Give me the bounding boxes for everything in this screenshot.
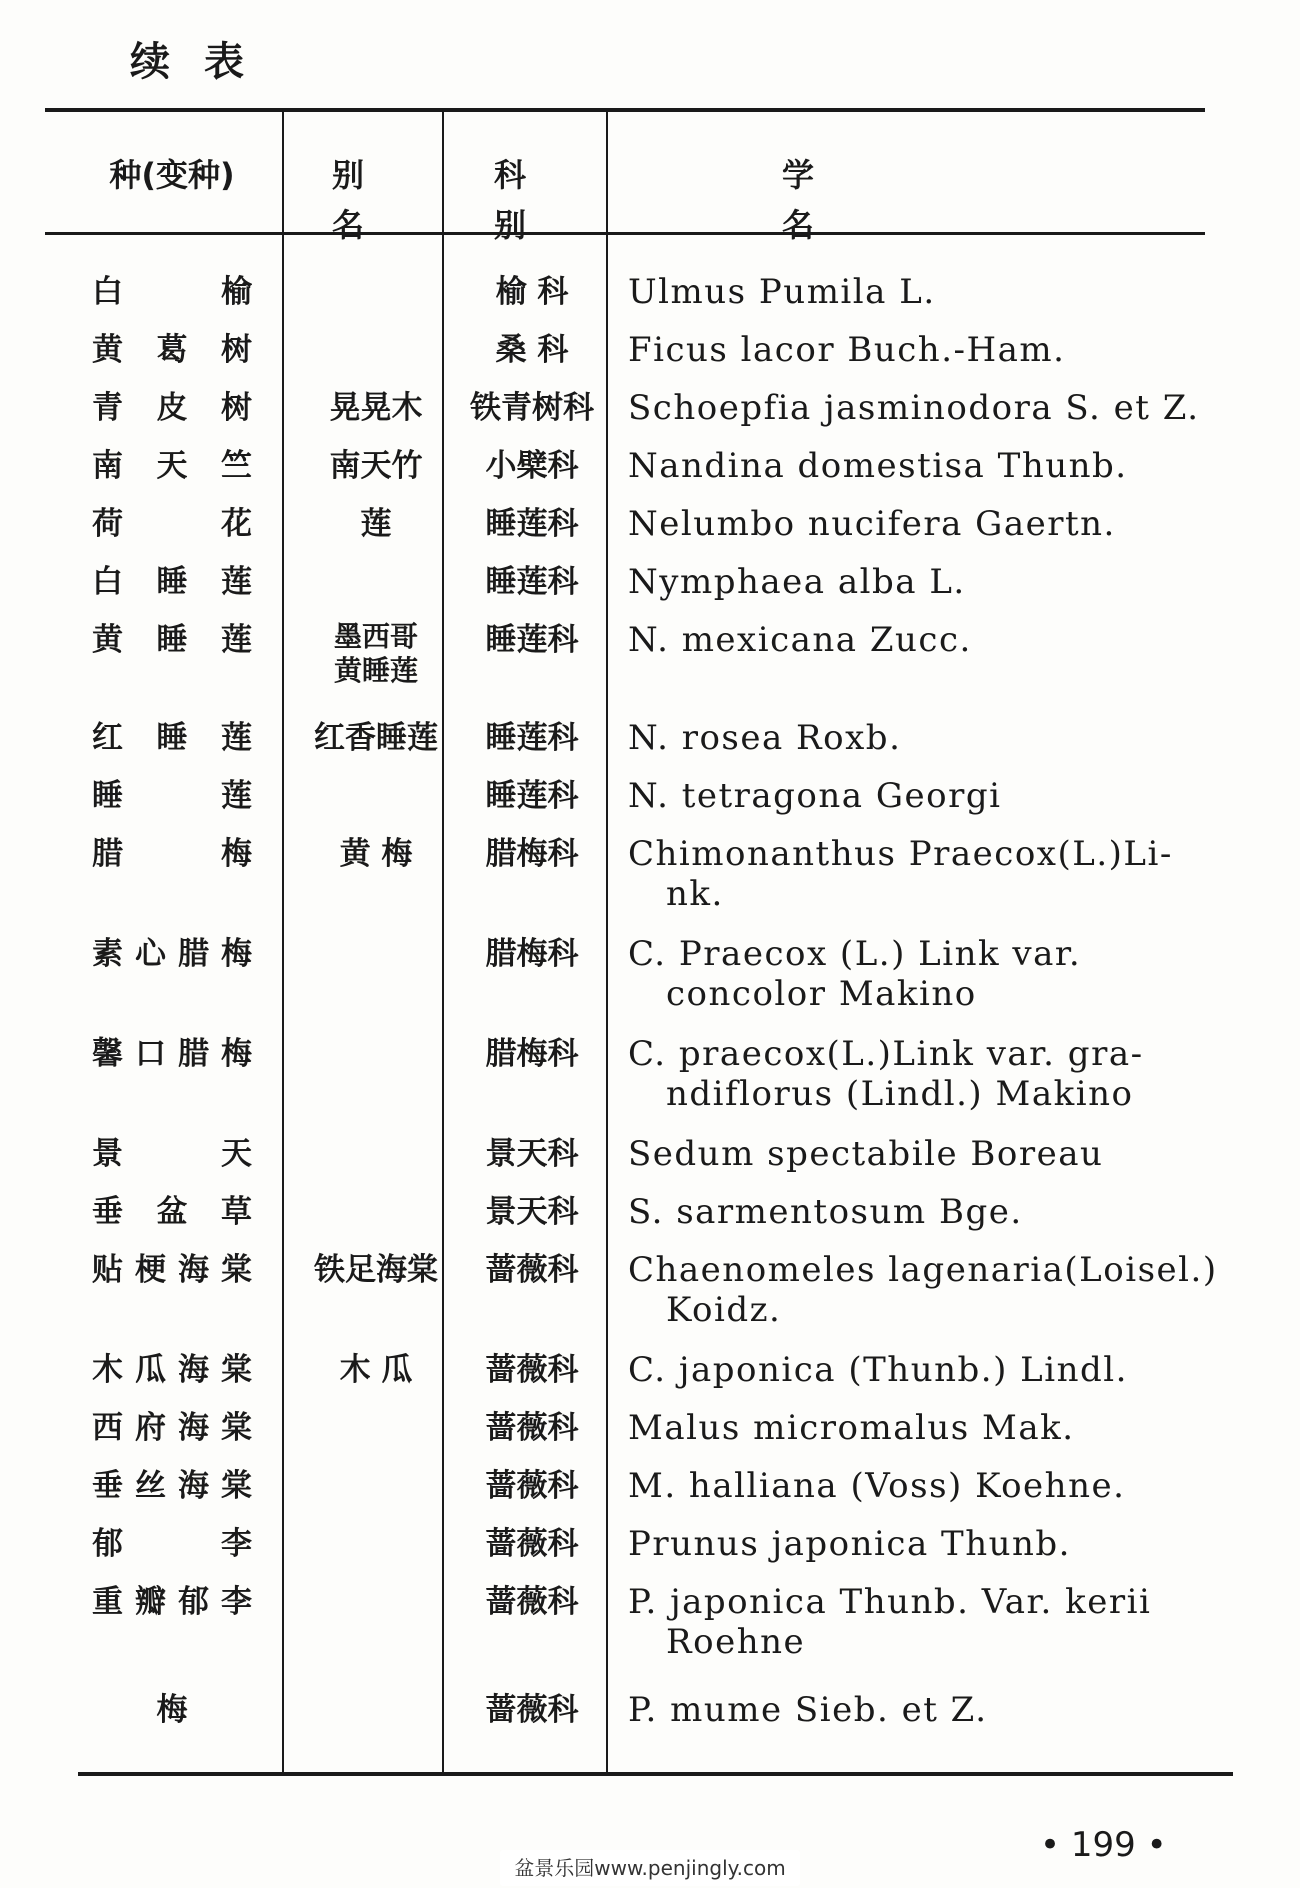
alias-name: 红香睡莲 bbox=[314, 720, 438, 756]
header-species: 种(变种) bbox=[109, 156, 235, 194]
scientific-line-1: P. mume Sieb. et Z. bbox=[628, 1690, 988, 1730]
species-name: 景 天 bbox=[92, 1136, 252, 1172]
scientific-line-1: C. Praecox (L.) Link var. bbox=[628, 934, 1082, 974]
alias-name: 黄 梅 bbox=[339, 836, 413, 872]
scientific-name bbox=[628, 1134, 1248, 1174]
scientific-name bbox=[628, 1192, 1248, 1232]
continued-table-title: 续表 bbox=[130, 39, 278, 85]
scientific-name bbox=[628, 620, 1248, 660]
family-name: 蔷薇科 bbox=[485, 1410, 579, 1446]
scientific-name bbox=[628, 562, 1248, 602]
scientific-name bbox=[628, 1250, 1248, 1330]
family-name: 睡莲科 bbox=[485, 622, 579, 658]
alias-name: 晃晃木 bbox=[329, 390, 423, 426]
alias-line-2: 黄睡莲 bbox=[333, 654, 418, 687]
scientific-line-2: nk. bbox=[666, 874, 724, 914]
family-name: 睡莲科 bbox=[485, 506, 579, 542]
species-name: 白 榆 bbox=[92, 274, 252, 310]
family-name: 蔷薇科 bbox=[485, 1468, 579, 1504]
scientific-name bbox=[628, 834, 1248, 914]
family-name: 蔷薇科 bbox=[485, 1526, 579, 1562]
species-name: 睡 莲 bbox=[92, 778, 252, 814]
scientific-name bbox=[628, 1408, 1248, 1448]
alias-line-1: 墨西哥 bbox=[333, 620, 418, 653]
scientific-name bbox=[628, 1034, 1248, 1114]
scientific-name bbox=[628, 1582, 1248, 1662]
scientific-line-1: Ulmus Pumila L. bbox=[628, 272, 936, 312]
scientific-name bbox=[628, 330, 1248, 370]
scientific-name bbox=[628, 934, 1248, 1014]
species-name: 垂丝海棠 bbox=[92, 1468, 252, 1504]
family-name: 睡莲科 bbox=[485, 720, 579, 756]
family-name: 景天科 bbox=[485, 1194, 579, 1230]
bottom-rule bbox=[78, 1772, 1233, 1776]
alias-name bbox=[296, 620, 456, 688]
family-name: 睡莲科 bbox=[485, 564, 579, 600]
scientific-line-1: Chaenomeles lagenaria(Loisel.) bbox=[628, 1250, 1218, 1290]
scientific-line-1: N. mexicana Zucc. bbox=[628, 620, 972, 660]
scientific-name bbox=[628, 272, 1248, 312]
scientific-line-1: S. sarmentosum Bge. bbox=[628, 1192, 1023, 1232]
alias-name: 南天竹 bbox=[329, 448, 423, 484]
species-name: 郁 李 bbox=[92, 1526, 252, 1562]
header-scientific: 学 名 bbox=[781, 156, 1034, 244]
family-name: 蔷薇科 bbox=[485, 1584, 579, 1620]
scientific-line-1: Sedum spectabile Boreau bbox=[628, 1134, 1104, 1174]
species-name: 梅 bbox=[156, 1692, 188, 1728]
family-name: 小檗科 bbox=[485, 448, 579, 484]
scientific-name bbox=[628, 446, 1248, 486]
scientific-line-1: N. rosea Roxb. bbox=[628, 718, 902, 758]
scientific-name bbox=[628, 1350, 1248, 1390]
scientific-name bbox=[628, 1524, 1248, 1564]
scientific-line-1: Schoepfia jasminodora S. et Z. bbox=[628, 388, 1200, 428]
family-name: 腊梅科 bbox=[485, 1036, 579, 1072]
alias-name: 铁足海棠 bbox=[314, 1252, 438, 1288]
scientific-name bbox=[628, 718, 1248, 758]
scientific-line-2: Roehne bbox=[666, 1622, 806, 1662]
scientific-line-1: C. japonica (Thunb.) Lindl. bbox=[628, 1350, 1128, 1390]
species-name: 青皮树 bbox=[92, 390, 252, 426]
species-name: 红睡莲 bbox=[92, 720, 252, 756]
page-number: • 199 • bbox=[1040, 1825, 1167, 1865]
scientific-line-1: Nelumbo nucifera Gaertn. bbox=[628, 504, 1116, 544]
species-name: 南天竺 bbox=[92, 448, 252, 484]
header-family: 科 别 bbox=[493, 156, 556, 244]
top-rule bbox=[45, 108, 1205, 112]
scientific-line-1: N. tetragona Georgi bbox=[628, 776, 1002, 816]
family-name: 蔷薇科 bbox=[485, 1352, 579, 1388]
scientific-line-1: Malus micromalus Mak. bbox=[628, 1408, 1075, 1448]
family-name: 腊梅科 bbox=[485, 936, 579, 972]
alias-name: 莲 bbox=[360, 506, 392, 542]
header-alias: 别 名 bbox=[331, 156, 394, 244]
scientific-name bbox=[628, 1466, 1248, 1506]
family-name: 蔷薇科 bbox=[485, 1252, 579, 1288]
scientific-line-2: ndiflorus (Lindl.) Makino bbox=[666, 1074, 1134, 1114]
species-name: 垂盆草 bbox=[92, 1194, 252, 1230]
scientific-line-1: Nymphaea alba L. bbox=[628, 562, 966, 602]
scientific-name bbox=[628, 1690, 1248, 1730]
scientific-line-1: Ficus lacor Buch.-Ham. bbox=[628, 330, 1066, 370]
family-name: 榆 科 bbox=[495, 274, 569, 310]
site-watermark: 盆景乐园www.penjingly.com bbox=[500, 1850, 800, 1886]
scientific-name bbox=[628, 504, 1248, 544]
scientific-line-1: C. praecox(L.)Link var. gra- bbox=[628, 1034, 1144, 1074]
species-name: 荷 花 bbox=[92, 506, 252, 542]
species-name: 贴梗海棠 bbox=[92, 1252, 252, 1288]
scientific-line-1: M. halliana (Voss) Koehne. bbox=[628, 1466, 1126, 1506]
species-name: 馨口腊梅 bbox=[92, 1036, 252, 1072]
species-name: 木瓜海棠 bbox=[92, 1352, 252, 1388]
species-name: 腊 梅 bbox=[92, 836, 252, 872]
family-name: 桑 科 bbox=[495, 332, 569, 368]
family-name: 腊梅科 bbox=[485, 836, 579, 872]
family-name: 睡莲科 bbox=[485, 778, 579, 814]
scientific-line-1: Nandina domestisa Thunb. bbox=[628, 446, 1128, 486]
species-name: 白睡莲 bbox=[92, 564, 252, 600]
species-name: 黄葛树 bbox=[92, 332, 252, 368]
scientific-line-1: Prunus japonica Thunb. bbox=[628, 1524, 1071, 1564]
species-name: 西府海棠 bbox=[92, 1410, 252, 1446]
scientific-line-2: concolor Makino bbox=[666, 974, 977, 1014]
family-name: 景天科 bbox=[485, 1136, 579, 1172]
family-name: 蔷薇科 bbox=[485, 1692, 579, 1728]
alias-name: 木 瓜 bbox=[339, 1352, 413, 1388]
scientific-line-1: Chimonanthus Praecox(L.)Li- bbox=[628, 834, 1173, 874]
column-divider-2 bbox=[442, 112, 444, 1772]
scientific-name bbox=[628, 388, 1248, 428]
scientific-name bbox=[628, 776, 1248, 816]
species-name: 黄睡莲 bbox=[92, 622, 252, 658]
scientific-line-1: P. japonica Thunb. Var. kerii bbox=[628, 1582, 1152, 1622]
family-name: 铁青树科 bbox=[470, 390, 594, 426]
scientific-line-2: Koidz. bbox=[666, 1290, 782, 1330]
species-name: 重瓣郁李 bbox=[92, 1584, 252, 1620]
column-divider-1 bbox=[282, 112, 284, 1772]
species-name: 素心腊梅 bbox=[92, 936, 252, 972]
